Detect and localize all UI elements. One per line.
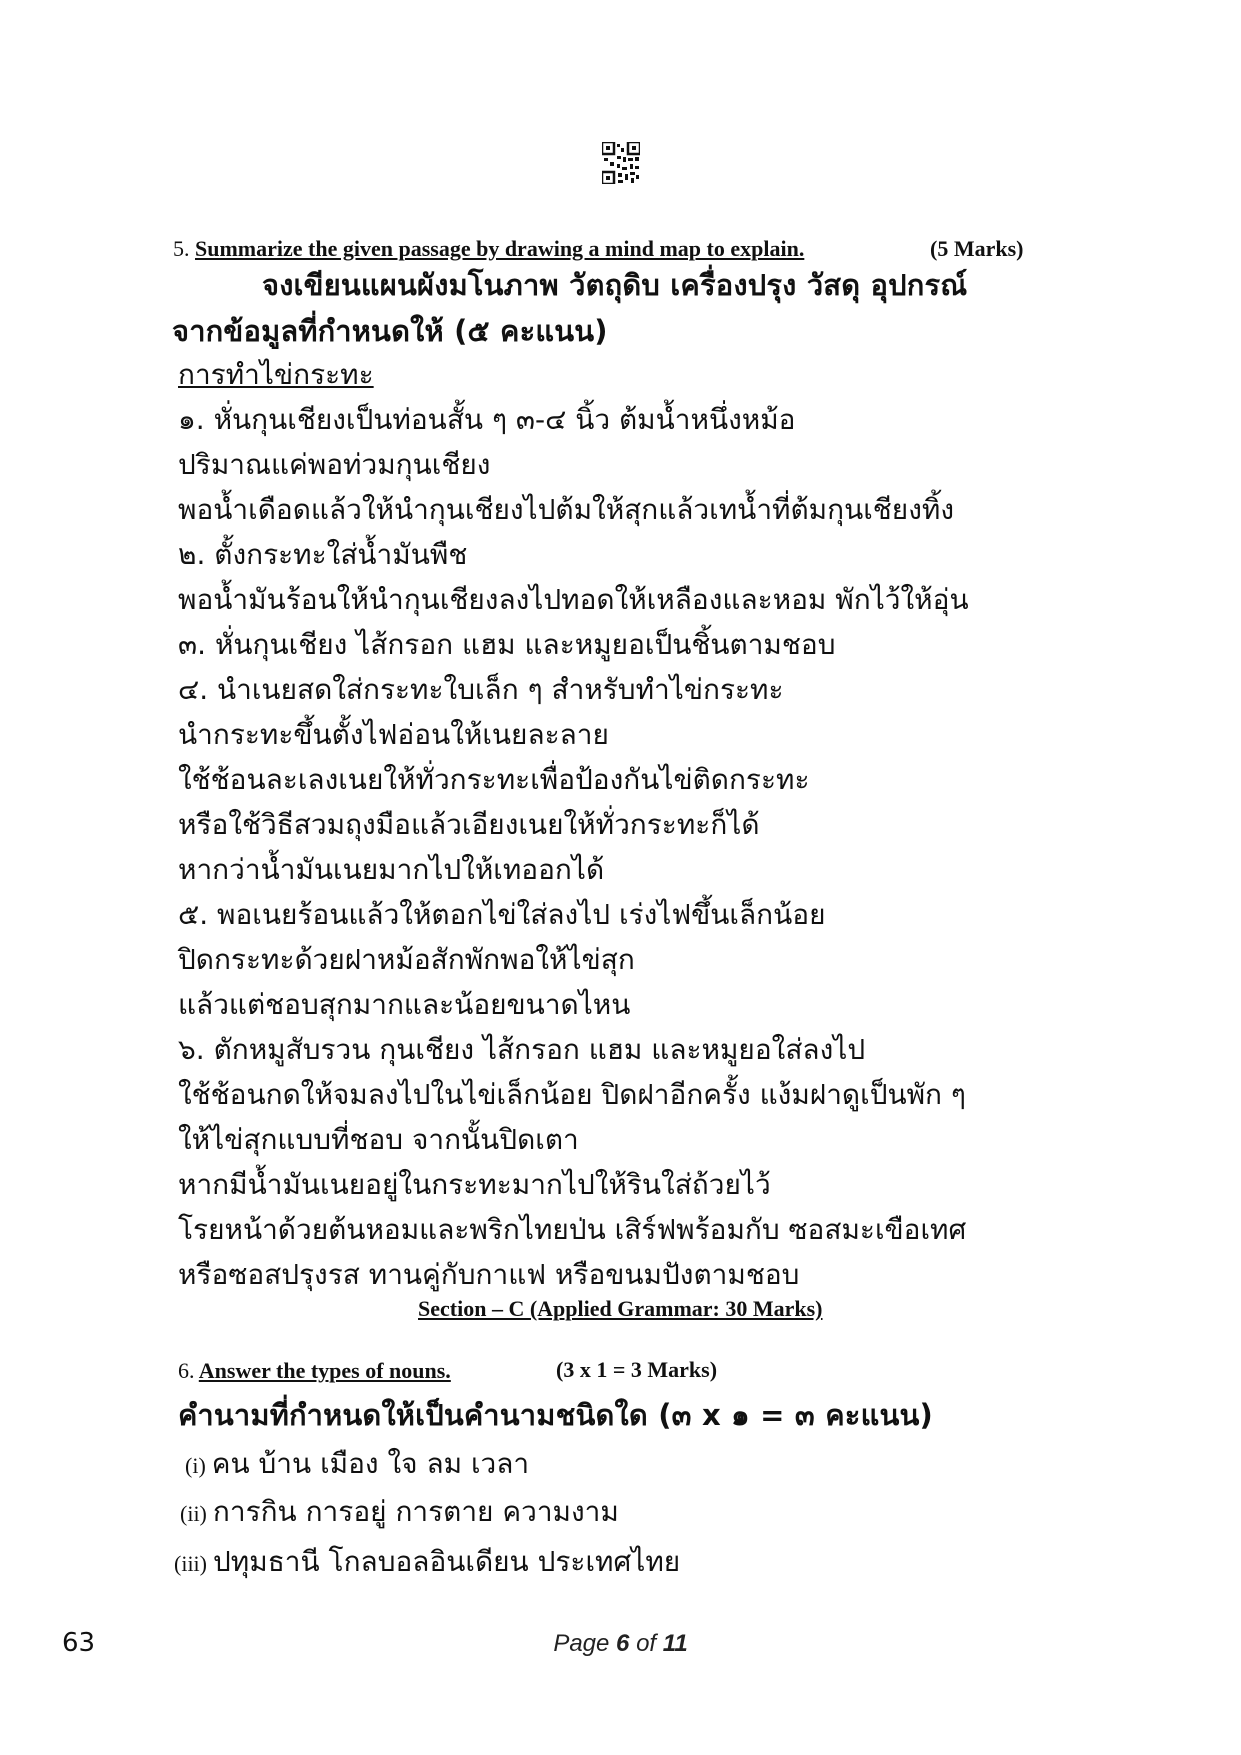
q5-header: [173, 236, 804, 262]
page-total: 11: [662, 1630, 688, 1657]
passage-line: ๔. นำเนยสดใส่กระทะใบเล็ก ๆ สำหรับทำไข่กระทะ: [178, 673, 784, 706]
section-c-heading: Section – C (Applied Grammar: 30 Marks): [418, 1296, 823, 1321]
passage-line: ใช้ช้อนกดให้จมลงไปในไข่เล็กน้อย ปิดฝาอีกครั้ง แง้มฝาดูเป็นพัก ๆ: [178, 1078, 966, 1111]
q5-number: 5.: [173, 236, 190, 261]
qr-code-icon: [602, 142, 640, 184]
passage-line: ๑. หั่นกุนเชียงเป็นท่อนสั้น ๆ ๓-๔ นิ้ว ต้มน้ำหนึ่งหม้อ: [178, 403, 796, 436]
q6-number: 6.: [178, 1358, 195, 1383]
option-roman: (iii): [174, 1551, 207, 1576]
passage-line: นำกระทะขึ้นตั้งไฟอ่อนให้เนยละลาย: [178, 718, 609, 751]
option-text: ปทุมธานี โกลบอลอินเดียน ประเทศไทย: [213, 1545, 681, 1578]
passage-line: โรยหน้าด้วยต้นหอมและพริกไทยป่น เสิร์ฟพร้อมกับ ซอสมะเขือเทศ: [178, 1213, 967, 1246]
passage-line: แล้วแต่ชอบสุกมากและน้อยขนาดไหน: [178, 988, 631, 1021]
passage-line: ปริมาณแค่พอท่วมกุนเชียง: [178, 448, 491, 481]
page-code: 63: [62, 1628, 96, 1658]
passage-line: พอน้ำมันร้อนให้นำกุนเชียงลงไปทอดให้เหลืองและหอม พักไว้ให้อุ่น: [178, 583, 969, 616]
q6-thai-heading: คำนามที่กำหนดให้เป็นคำนามชนิดใด (๓ x ๑ = ๓ คะแนน): [178, 1398, 933, 1432]
passage-line: หรือใช้วิธีสวมถุงมือแล้วเอียงเนยให้ทั่วกระทะก็ได้: [178, 808, 760, 841]
q6-marks: (3 x 1 = 3 Marks): [556, 1357, 718, 1382]
passage-line: ๕. พอเนยร้อนแล้วให้ตอกไข่ใส่ลงไป เร่งไฟขึ้นเล็กน้อย: [178, 898, 826, 931]
q5-thai-line2: จากข้อมูลที่กำหนดให้ (๕ คะแนน): [172, 314, 608, 348]
option-text: การกิน การอยู่ การตาย ความงาม: [212, 1495, 619, 1528]
passage-line: ให้ไข่สุกแบบที่ชอบ จากนั้นปิดเตา: [178, 1123, 579, 1156]
passage-title: การทำไข่กระทะ: [178, 358, 374, 391]
option-roman: (i): [185, 1453, 206, 1478]
page-of: of: [636, 1630, 657, 1657]
page-word: Page: [553, 1630, 610, 1657]
option-text: คน บ้าน เมือง ใจ ลม เวลา: [211, 1447, 530, 1480]
q6-option-3: [174, 1540, 680, 1584]
q6-option-2: [180, 1490, 619, 1534]
passage-line: หากว่าน้ำมันเนยมากไปให้เทออกได้: [178, 853, 605, 886]
q5-marks: (5 Marks): [930, 236, 1024, 261]
passage-line: ใช้ช้อนละเลงเนยให้ทั่วกระทะเพื่อป้องกันไข่ติดกระทะ: [178, 763, 810, 796]
passage-line: ๓. หั่นกุนเชียง ไส้กรอก แฮม และหมูยอเป็นชิ้นตามชอบ: [178, 628, 836, 661]
passage-line: ปิดกระทะด้วยฝาหม้อสักพักพอให้ไข่สุก: [178, 943, 635, 976]
q6-header: [178, 1358, 451, 1384]
q5-thai-line1: จงเขียนแผนผังมโนภาพ วัตถุดิบ เครื่องปรุง วัสดุ อุปกรณ์: [262, 268, 968, 302]
q6-option-1: [185, 1442, 529, 1486]
option-roman: (ii): [180, 1501, 207, 1526]
passage-line: ๒. ตั้งกระทะใส่น้ำมันพืช: [178, 538, 468, 571]
q6-instruction: Answer the types of nouns.: [198, 1358, 451, 1383]
page-current: 6: [616, 1630, 630, 1657]
passage-line: หากมีน้ำมันเนยอยู่ในกระทะมากไปให้รินใส่ถ้วยไว้: [178, 1168, 771, 1201]
passage-line: ๖. ตักหมูสับรวน กุนเชียง ไส้กรอก แฮม และหมูยอใส่ลงไป: [178, 1033, 866, 1066]
passage-line: หรือซอสปรุงรส ทานคู่กับกาแฟ หรือขนมปังตามชอบ: [178, 1258, 800, 1291]
passage-line: พอน้ำเดือดแล้วให้นำกุนเชียงไปต้มให้สุกแล้วเทน้ำที่ต้มกุนเชียงทิ้ง: [178, 493, 955, 526]
page-footer: [0, 1630, 1241, 1658]
q5-instruction: Summarize the given passage by drawing a mind map to explain.: [195, 236, 805, 261]
